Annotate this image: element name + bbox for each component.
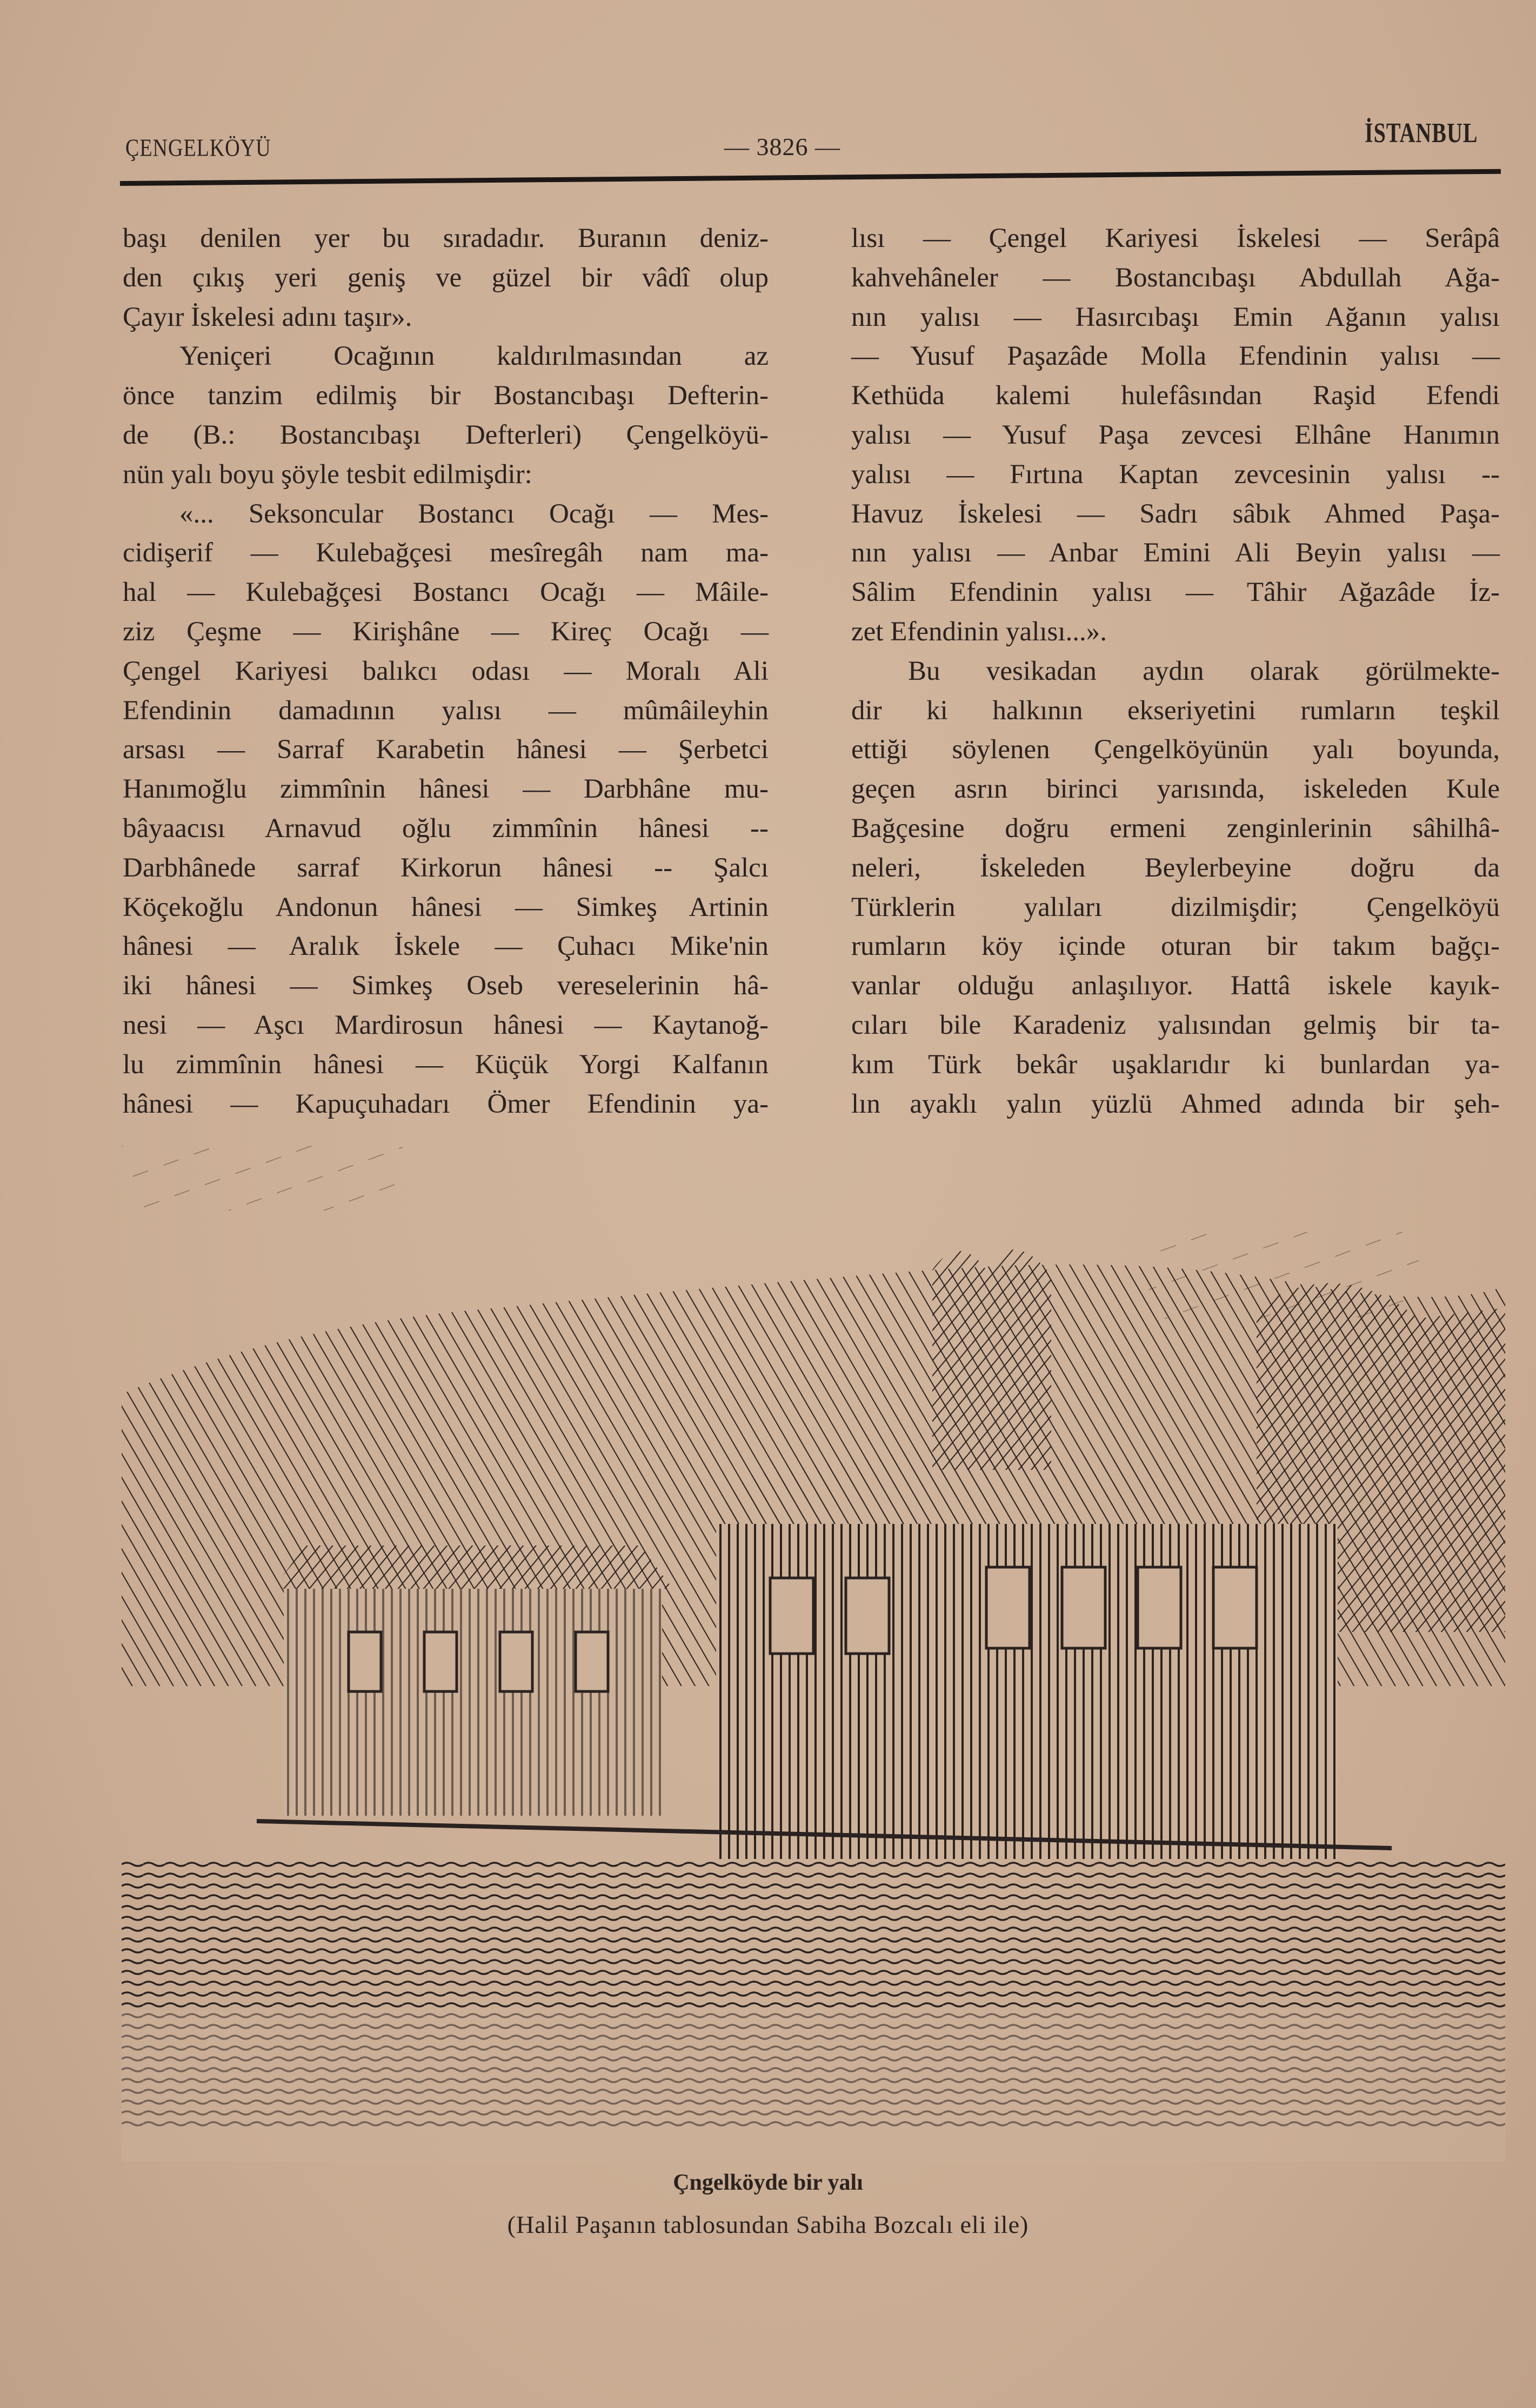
text-line: önce tanzim edilmiş bir Bostancıbaşı Defterin- <box>123 380 769 411</box>
text-column-right <box>851 219 1500 1123</box>
text-line: nesi — Aşcı Mardirosun hânesi — Kaytanoğ- <box>123 1009 769 1040</box>
text-line: iki hânesi — Simkeş Oseb vereselerinin hâ- <box>123 971 769 1001</box>
text-line: lu zimmînin hânesi — Küçük Yorgi Kalfanın <box>123 1049 769 1080</box>
text-line: hânesi — Kapuçuhadarı Ömer Efendinin ya- <box>123 1088 769 1119</box>
text-line: lısı — Çengel Kariyesi İskelesi — Serâpâ <box>851 223 1500 253</box>
text-line: Çayır İskelesi adını taşır». <box>123 302 412 332</box>
text-line: dir ki halkının ekseriyetini rumların teşkil <box>851 695 1500 726</box>
text-line: bâyaacısı Arnavud oğlu zimmînin hânesi -- <box>123 813 769 844</box>
text-line: Bu vesikadan aydın olarak görülmekte- <box>908 655 1500 686</box>
yali-illustration <box>122 1146 1505 2162</box>
text-line: Darbhânede sarraf Kirkorun hânesi -- Şalcı <box>123 852 769 883</box>
figure-caption-title: Çngelköyde bir yalı <box>673 2170 863 2195</box>
text-line: «... Seksoncular Bostancı Ocağı — Mes- <box>179 498 769 529</box>
text-line: Havuz İskelesi — Sadrı sâbık Ahmed Paşa- <box>851 498 1500 529</box>
text-line: vanlar olduğu anlaşılıyor. Hattâ iskele kayık- <box>851 971 1500 1001</box>
text-line: yalısı — Yusuf Paşa zevcesi Elhâne Hanımın <box>851 419 1500 450</box>
text-line: Çengel Kariyesi balıkcı odası — Moralı Ali <box>123 655 769 686</box>
text-line: hal — Kulebağçesi Bostancı Ocağı — Mâile- <box>123 577 769 608</box>
text-line: kahvehâneler — Bostancıbaşı Abdullah Ağa- <box>851 262 1500 293</box>
text-line: ziz Çeşme — Kirişhâne — Kireç Ocağı — <box>123 616 769 647</box>
text-line: yalısı — Fırtına Kaptan zevcesinin yalısı -- <box>851 459 1500 490</box>
text-line: den çıkış yeri geniş ve güzel bir vâdî olup <box>123 262 769 293</box>
text-line: zet Efendinin yalısı...». <box>851 616 1107 647</box>
text-line: lın ayaklı yalın yüzlü Ahmed adında bir şeh- <box>851 1088 1500 1119</box>
running-header-title: İSTANBUL <box>1365 117 1478 149</box>
text-line: Bağçesine doğru ermeni zenginlerinin sâhilhâ- <box>851 813 1500 844</box>
text-line: Sâlim Efendinin yalısı — Tâhir Ağazâde İz- <box>851 577 1500 608</box>
text-line: de (B.: Bostancıbaşı Defterleri) Çengelköyü- <box>123 419 769 450</box>
text-line: Efendinin damadının yalısı — mûmâileyhin <box>123 695 769 726</box>
page-number: — 3826 — <box>724 133 840 160</box>
text-line: Yeniçeri Ocağının kaldırılmasından az <box>179 341 769 372</box>
text-line: ettiği söylenen Çengelköyünün yalı boyunda, <box>851 734 1500 765</box>
text-line: Kethüda kalemi hulefâsından Raşid Efendi <box>851 380 1500 411</box>
text-line: hânesi — Aralık İskele — Çuhacı Mike'nin <box>123 931 769 962</box>
text-line: — Yusuf Paşazâde Molla Efendinin yalısı — <box>851 341 1500 372</box>
text-line: Köçekoğlu Andonun hânesi — Simkeş Artinin <box>123 892 769 922</box>
text-line: nün yalı boyu şöyle tesbit edilmişdir: <box>123 459 532 490</box>
text-column-left <box>123 219 769 1123</box>
text-line: nın yalısı — Anbar Emini Ali Beyin yalısı — <box>851 538 1500 568</box>
text-line: başı denilen yer bu sıradadır. Buranın deniz- <box>123 223 769 253</box>
figure-caption-credit: (Halil Paşanın tablosundan Sabiha Bozcalı eli ile) <box>507 2211 1029 2238</box>
text-line: cıları bile Karadeniz yalısından gelmiş bir ta- <box>851 1009 1500 1040</box>
text-line: kım Türk bekâr uşaklarıdır ki bunlardan ya- <box>851 1049 1500 1080</box>
running-header-section: ÇENGELKÖYÜ <box>125 134 271 162</box>
text-line: nın yalısı — Hasırcıbaşı Emin Ağanın yalısı <box>851 302 1500 332</box>
text-line: Hanımoğlu zimmînin hânesi — Darbhâne mu- <box>123 774 769 805</box>
text-line: arsası — Sarraf Karabetin hânesi — Şerbetci <box>123 734 769 765</box>
text-line: Türklerin yalıları dizilmişdir; Çengelköyü <box>851 892 1500 922</box>
text-line: cidişerif — Kulebağçesi mesîregâh nam ma- <box>123 538 769 568</box>
text-line: geçen asrın birinci yarısında, iskeleden Kule <box>851 774 1500 805</box>
text-line: rumların köy içinde oturan bir takım bağçı- <box>851 931 1500 962</box>
text-line: neleri, İskeleden Beylerbeyine doğru da <box>851 852 1500 883</box>
